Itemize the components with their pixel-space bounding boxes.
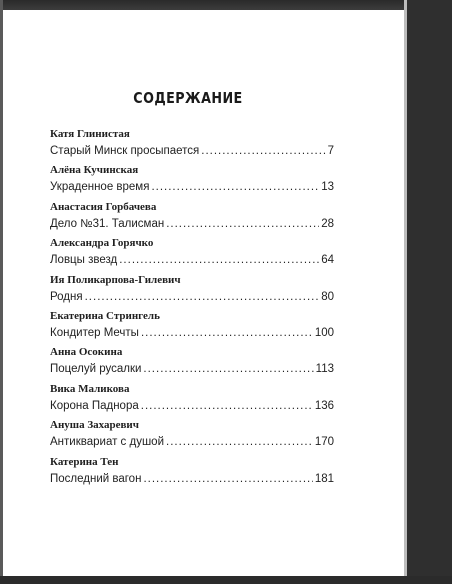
toc-page-number: 80	[321, 290, 334, 303]
toc-entry	[50, 308, 334, 344]
toc-entry	[50, 126, 334, 162]
scan-border-left	[0, 0, 3, 584]
toc-entry	[50, 162, 334, 198]
toc-page-number: 7	[327, 145, 334, 157]
toc-title: Корона Паднора	[50, 399, 139, 412]
toc-line[interactable]	[50, 362, 334, 378]
toc-author: Александра Горячко	[50, 237, 154, 250]
scan-border-bottom	[0, 576, 452, 584]
toc-entry	[50, 272, 334, 308]
toc-line[interactable]	[50, 144, 334, 160]
toc-page-number: 64	[321, 254, 334, 267]
toc-entry	[50, 454, 334, 490]
toc-title: Украденное время	[50, 181, 150, 194]
dot-leader	[151, 180, 319, 194]
scan-border-top	[0, 0, 452, 10]
toc-page-number: 181	[314, 472, 334, 485]
toc-entry	[50, 417, 334, 453]
toc-author: Катя Глинистая	[50, 128, 130, 140]
scan-border-right	[404, 0, 452, 584]
toc-entry	[50, 344, 334, 380]
toc-line[interactable]	[50, 326, 334, 342]
toc-line[interactable]	[50, 253, 334, 269]
toc-line[interactable]	[50, 180, 334, 196]
toc-author: Анастасия Горбачева	[50, 200, 157, 213]
toc-author: Екатерина Стрингель	[50, 309, 160, 322]
dot-leader	[143, 472, 312, 486]
toc-page-number: 100	[314, 326, 334, 339]
toc-title: Родня	[50, 290, 83, 303]
dot-leader	[143, 362, 313, 376]
dot-leader	[85, 290, 320, 304]
toc-author: Ануша Захаревич	[50, 419, 139, 432]
dot-leader	[201, 144, 325, 158]
toc-entry	[50, 235, 334, 271]
toc-line[interactable]	[50, 399, 334, 415]
toc-author: Катерина Тен	[50, 455, 119, 468]
page-title: СОДЕРЖАНИЕ	[133, 89, 243, 107]
toc-title: Ловцы звезд	[50, 254, 118, 267]
toc-title: Антиквариат с душой	[50, 436, 164, 449]
toc-page-number: 136	[314, 399, 334, 412]
toc-author: Алёна Кучинская	[50, 164, 139, 177]
toc-title: Кондитер Мечты	[50, 326, 139, 339]
toc-title: Поцелуй русалки	[50, 363, 142, 376]
dot-leader	[166, 217, 319, 231]
toc-title: Дело №31. Талисман	[50, 217, 165, 230]
toc-line[interactable]	[50, 472, 334, 488]
toc-page-number: 28	[321, 217, 334, 230]
toc-author: Вика Маликова	[50, 382, 130, 395]
toc-page-number: 13	[321, 181, 334, 194]
table-of-contents	[50, 126, 334, 490]
dot-leader	[141, 326, 313, 340]
page-edge-right	[404, 0, 407, 584]
toc-author: Анна Осокина	[50, 346, 123, 359]
toc-title: Старый Минск просыпается	[50, 145, 200, 157]
toc-line[interactable]	[50, 290, 334, 306]
dot-leader	[141, 399, 313, 413]
dot-leader	[166, 435, 313, 449]
toc-entry	[50, 381, 334, 417]
toc-title: Последний вагон	[50, 472, 142, 485]
toc-page-number: 113	[315, 363, 334, 376]
toc-author: Ия Поликарпова-Гилевич	[50, 273, 181, 286]
toc-entry	[50, 199, 334, 235]
dot-leader	[119, 253, 319, 267]
toc-page-number: 170	[314, 436, 334, 449]
toc-line[interactable]	[50, 435, 334, 451]
toc-line[interactable]	[50, 217, 334, 233]
